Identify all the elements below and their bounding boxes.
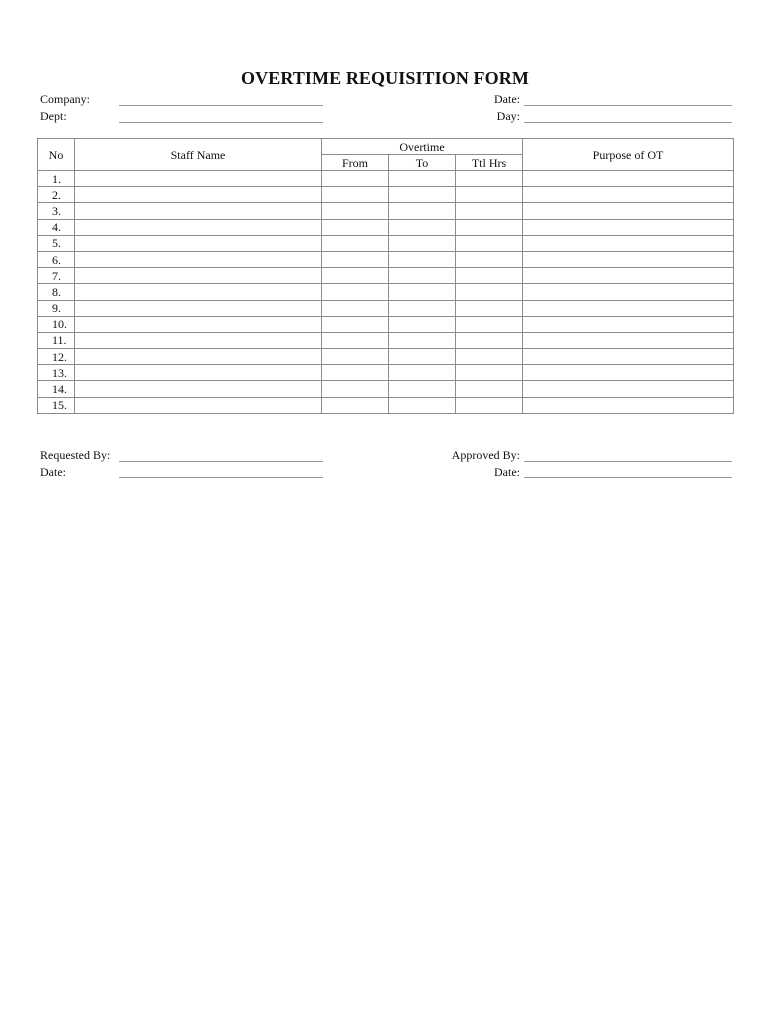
from-cell[interactable] [322, 251, 389, 267]
staff-name-cell[interactable] [75, 381, 322, 397]
staff-name-cell[interactable] [75, 397, 322, 413]
approved-by-field[interactable] [524, 461, 732, 462]
to-cell[interactable] [389, 203, 456, 219]
header-overtime: Overtime [322, 139, 523, 155]
purpose-cell[interactable] [523, 171, 734, 187]
row-number: 12. [38, 349, 75, 365]
purpose-cell[interactable] [523, 203, 734, 219]
staff-name-cell[interactable] [75, 171, 322, 187]
dept-label: Dept: [40, 109, 67, 123]
purpose-cell[interactable] [523, 316, 734, 332]
requested-date-label: Date: [40, 465, 66, 479]
table-row [38, 316, 734, 332]
table-row [38, 219, 734, 235]
from-cell[interactable] [322, 171, 389, 187]
row-number: 14. [38, 381, 75, 397]
from-cell[interactable] [322, 284, 389, 300]
table-row [38, 284, 734, 300]
table-row [38, 300, 734, 316]
ttl-hrs-cell[interactable] [456, 284, 523, 300]
ttl-hrs-cell[interactable] [456, 268, 523, 284]
purpose-cell[interactable] [523, 284, 734, 300]
to-cell[interactable] [389, 316, 456, 332]
day-field[interactable] [524, 122, 732, 123]
ttl-hrs-cell[interactable] [456, 349, 523, 365]
from-cell[interactable] [322, 268, 389, 284]
table-row [38, 251, 734, 267]
row-number: 6. [38, 251, 75, 267]
ttl-hrs-cell[interactable] [456, 397, 523, 413]
overtime-table-body [38, 171, 734, 414]
purpose-cell[interactable] [523, 349, 734, 365]
date-label: Date: [494, 92, 520, 106]
purpose-cell[interactable] [523, 187, 734, 203]
to-cell[interactable] [389, 349, 456, 365]
staff-name-cell[interactable] [75, 365, 322, 381]
purpose-cell[interactable] [523, 235, 734, 251]
dept-field[interactable] [119, 122, 323, 123]
requested-by-label: Requested By: [40, 448, 111, 462]
staff-name-cell[interactable] [75, 268, 322, 284]
table-row [38, 235, 734, 251]
ttl-hrs-cell[interactable] [456, 300, 523, 316]
to-cell[interactable] [389, 332, 456, 348]
purpose-cell[interactable] [523, 397, 734, 413]
to-cell[interactable] [389, 171, 456, 187]
from-cell[interactable] [322, 381, 389, 397]
staff-name-cell[interactable] [75, 187, 322, 203]
purpose-cell[interactable] [523, 332, 734, 348]
to-cell[interactable] [389, 219, 456, 235]
row-number: 13. [38, 365, 75, 381]
row-number: 8. [38, 284, 75, 300]
row-number: 2. [38, 187, 75, 203]
from-cell[interactable] [322, 300, 389, 316]
row-number: 10. [38, 316, 75, 332]
from-cell[interactable] [322, 187, 389, 203]
to-cell[interactable] [389, 300, 456, 316]
ttl-hrs-cell[interactable] [456, 332, 523, 348]
header-purpose: Purpose of OT [523, 139, 734, 171]
approved-date-field[interactable] [524, 477, 732, 478]
requested-by-field[interactable] [119, 461, 323, 462]
staff-name-cell[interactable] [75, 349, 322, 365]
from-cell[interactable] [322, 316, 389, 332]
to-cell[interactable] [389, 381, 456, 397]
from-cell[interactable] [322, 219, 389, 235]
row-number: 11. [38, 332, 75, 348]
header-from: From [322, 155, 389, 171]
table-row [38, 187, 734, 203]
staff-name-cell[interactable] [75, 219, 322, 235]
ttl-hrs-cell[interactable] [456, 235, 523, 251]
to-cell[interactable] [389, 284, 456, 300]
from-cell[interactable] [322, 349, 389, 365]
purpose-cell[interactable] [523, 251, 734, 267]
table-row [38, 381, 734, 397]
to-cell[interactable] [389, 235, 456, 251]
approved-by-label: Approved By: [451, 448, 520, 462]
to-cell[interactable] [389, 268, 456, 284]
table-row [38, 349, 734, 365]
ttl-hrs-cell[interactable] [456, 171, 523, 187]
staff-name-cell[interactable] [75, 332, 322, 348]
ttl-hrs-cell[interactable] [456, 219, 523, 235]
from-cell[interactable] [322, 332, 389, 348]
staff-name-cell[interactable] [75, 251, 322, 267]
staff-name-cell[interactable] [75, 235, 322, 251]
ttl-hrs-cell[interactable] [456, 381, 523, 397]
requested-date-field[interactable] [119, 477, 323, 478]
staff-name-cell[interactable] [75, 203, 322, 219]
company-field[interactable] [119, 105, 323, 106]
header-staff-name: Staff Name [75, 139, 322, 171]
to-cell[interactable] [389, 365, 456, 381]
table-row [38, 268, 734, 284]
header-ttl-hrs: Ttl Hrs [456, 155, 523, 171]
ttl-hrs-cell[interactable] [456, 316, 523, 332]
table-row [38, 397, 734, 413]
purpose-cell[interactable] [523, 300, 734, 316]
overtime-table [37, 138, 734, 414]
to-cell[interactable] [389, 251, 456, 267]
purpose-cell[interactable] [523, 365, 734, 381]
from-cell[interactable] [322, 397, 389, 413]
purpose-cell[interactable] [523, 381, 734, 397]
table-row [38, 332, 734, 348]
staff-name-cell[interactable] [75, 300, 322, 316]
row-number: 5. [38, 235, 75, 251]
row-number: 15. [38, 397, 75, 413]
from-cell[interactable] [322, 235, 389, 251]
form-title: OVERTIME REQUISITION FORM [241, 68, 529, 88]
from-cell[interactable] [322, 203, 389, 219]
ttl-hrs-cell[interactable] [456, 251, 523, 267]
ttl-hrs-cell[interactable] [456, 203, 523, 219]
day-label: Day: [496, 109, 520, 123]
row-number: 4. [38, 219, 75, 235]
to-cell[interactable] [389, 397, 456, 413]
table-row [38, 171, 734, 187]
table-row [38, 203, 734, 219]
purpose-cell[interactable] [523, 268, 734, 284]
approved-date-label: Date: [494, 465, 520, 479]
header-to: To [389, 155, 456, 171]
staff-name-cell[interactable] [75, 284, 322, 300]
to-cell[interactable] [389, 187, 456, 203]
row-number: 7. [38, 268, 75, 284]
from-cell[interactable] [322, 365, 389, 381]
ttl-hrs-cell[interactable] [456, 365, 523, 381]
table-row [38, 365, 734, 381]
row-number: 9. [38, 300, 75, 316]
ttl-hrs-cell[interactable] [456, 187, 523, 203]
row-number: 1. [38, 171, 75, 187]
purpose-cell[interactable] [523, 219, 734, 235]
date-field[interactable] [524, 105, 732, 106]
staff-name-cell[interactable] [75, 316, 322, 332]
row-number: 3. [38, 203, 75, 219]
company-label: Company: [40, 92, 90, 106]
header-no: No [38, 139, 75, 171]
